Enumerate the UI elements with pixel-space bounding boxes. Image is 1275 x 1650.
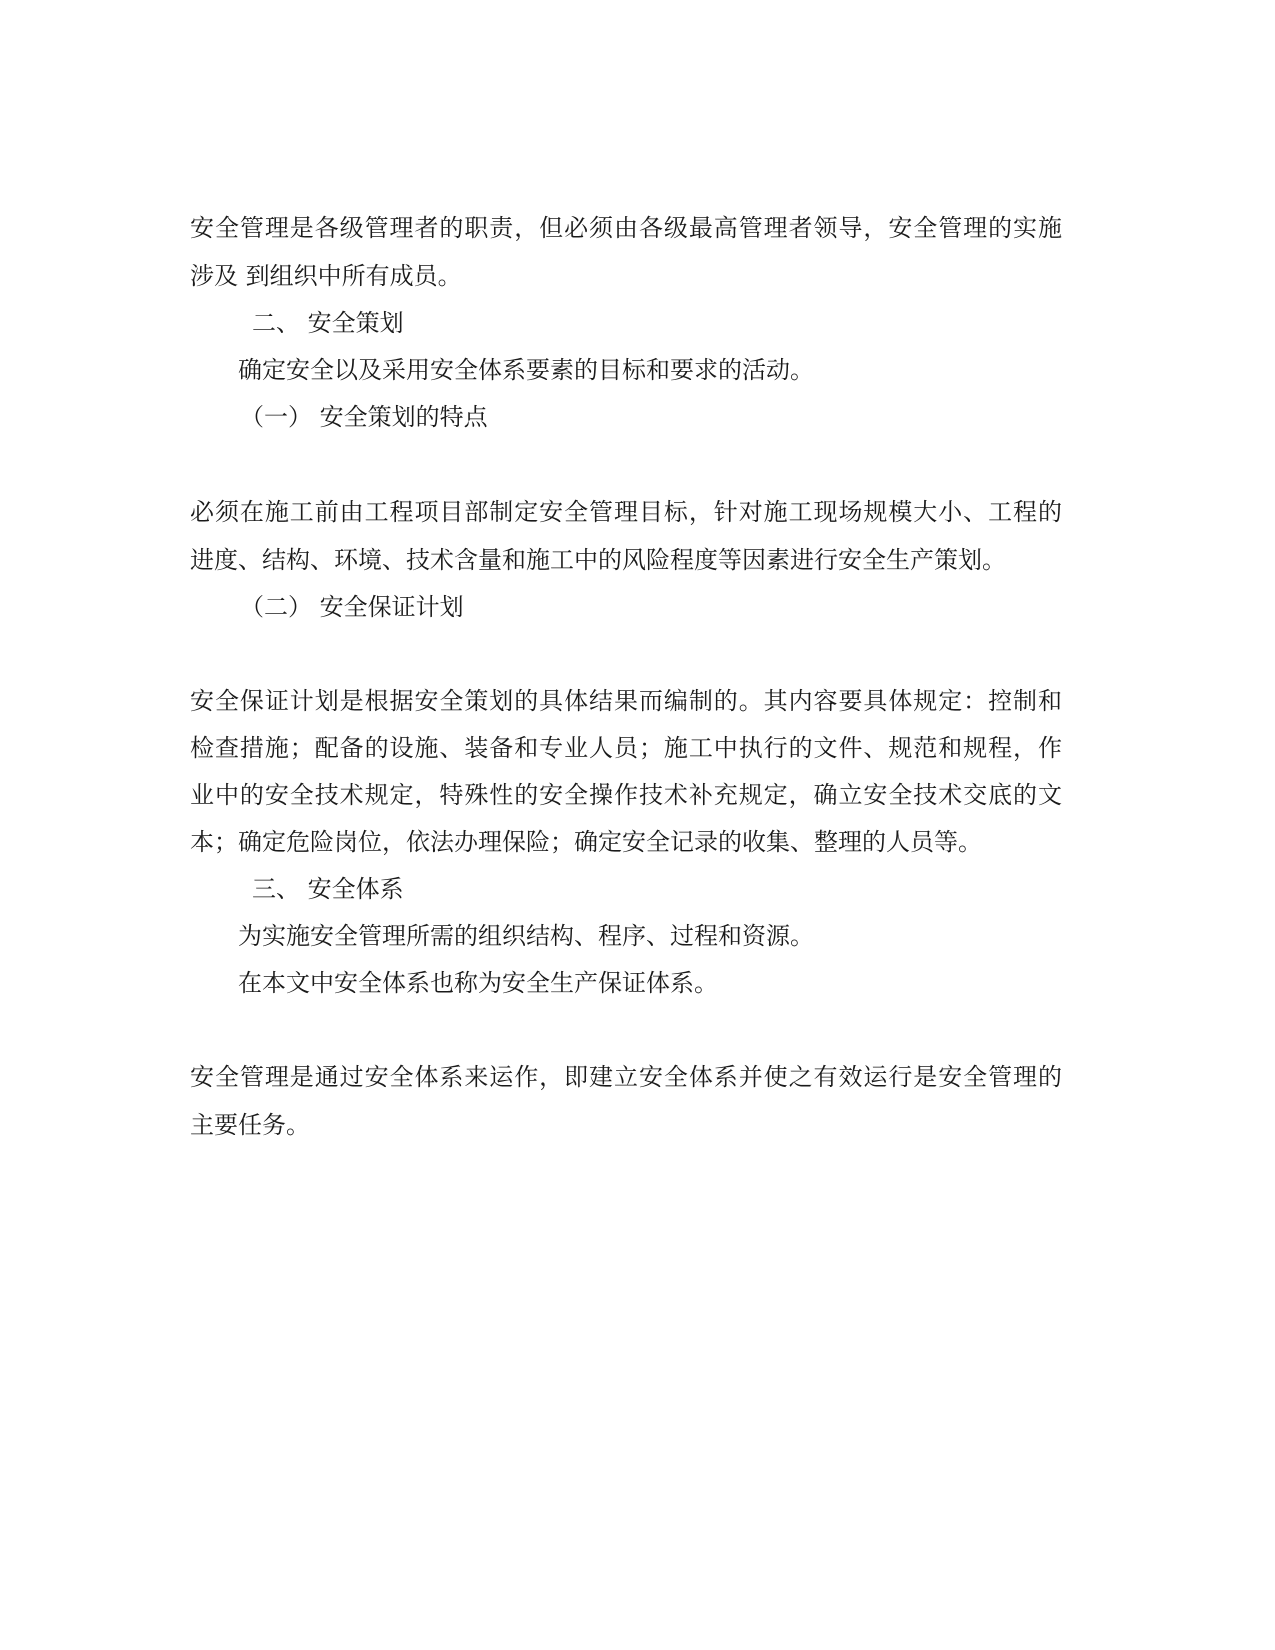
paragraph-line: 安全管理是各级管理者的职责，但必须由各级最高管理者领导，安全管理的实施 bbox=[190, 214, 1062, 242]
paragraph-line: 安全管理是通过安全体系来运作，即建立安全体系并使之有效运行是安全管理的 bbox=[190, 1063, 1062, 1091]
paragraph-line: 在本文中安全体系也称为安全生产保证体系。 bbox=[238, 969, 718, 997]
subsection-heading: （一） 安全策划的特点 bbox=[240, 403, 488, 431]
paragraph-line: 必须在施工前由工程项目部制定安全管理目标，针对施工现场规模大小、工程的 bbox=[190, 498, 1062, 526]
paragraph-line: 涉及 到组织中所有成员。 bbox=[190, 262, 462, 290]
section-heading: 三、 安全体系 bbox=[252, 875, 404, 903]
paragraph-line: 为实施安全管理所需的组织结构、程序、过程和资源。 bbox=[238, 922, 814, 950]
paragraph-line: 检查措施；配备的设施、装备和专业人员；施工中执行的文件、规范和规程，作 bbox=[190, 734, 1062, 762]
paragraph-line: 确定安全以及采用安全体系要素的目标和要求的活动。 bbox=[238, 356, 814, 384]
paragraph-line: 业中的安全技术规定，特殊性的安全操作技术补充规定，确立安全技术交底的文 bbox=[190, 781, 1062, 809]
paragraph-line: 主要任务。 bbox=[190, 1111, 310, 1139]
paragraph-line: 本；确定危险岗位，依法办理保险；确定安全记录的收集、整理的人员等。 bbox=[190, 828, 982, 856]
paragraph-line: 进度、结构、环境、技术含量和施工中的风险程度等因素进行安全生产策划。 bbox=[190, 546, 1006, 574]
paragraph-line: 安全保证计划是根据安全策划的具体结果而编制的。其内容要具体规定：控制和 bbox=[190, 687, 1062, 715]
subsection-heading: （二） 安全保证计划 bbox=[240, 593, 464, 621]
section-heading: 二、 安全策划 bbox=[252, 309, 404, 337]
